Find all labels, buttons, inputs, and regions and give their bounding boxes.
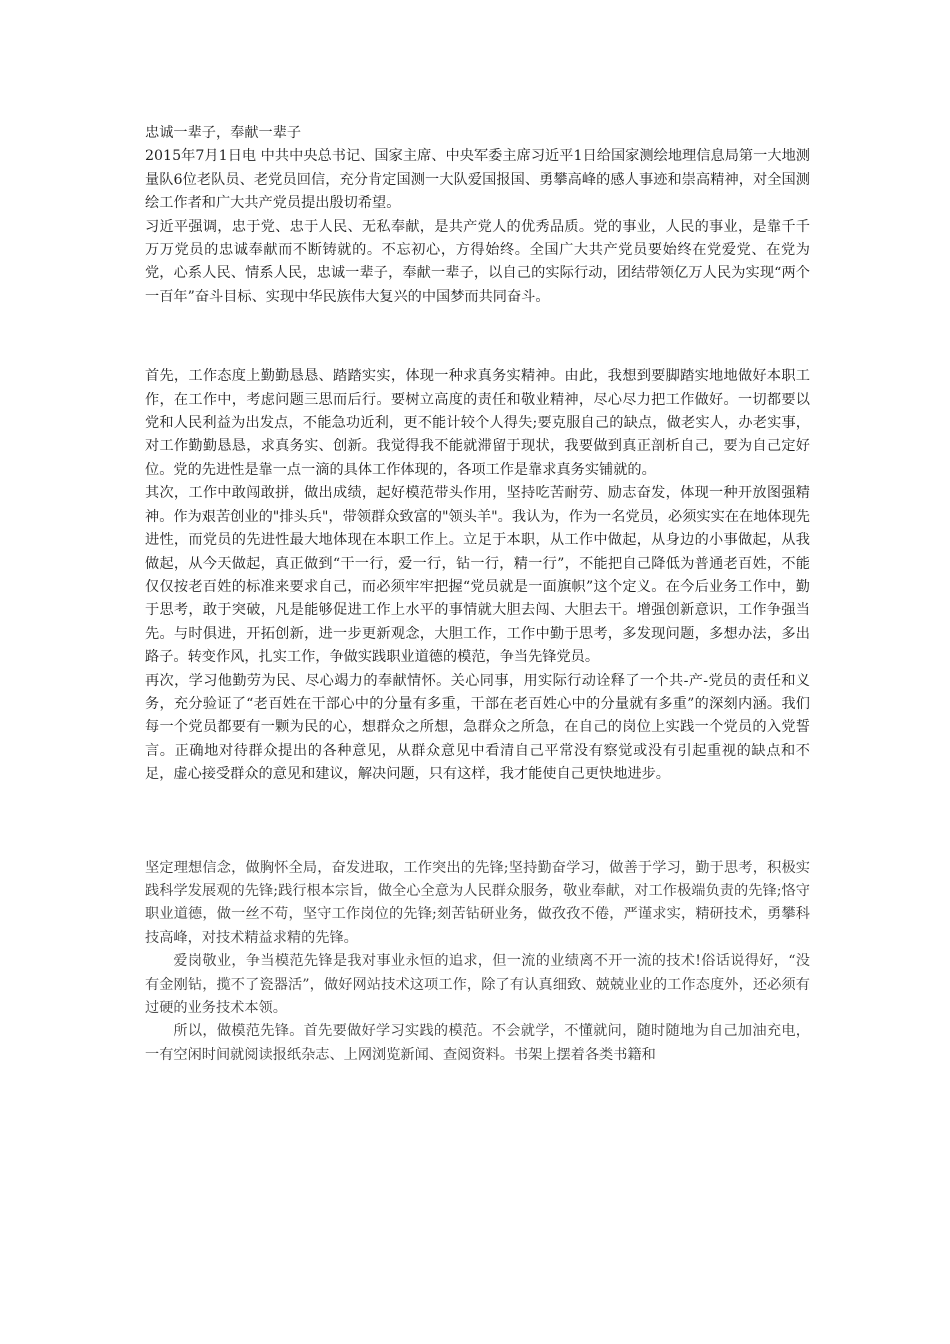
paragraph-dedication: 爱岗敬业，争当模范先锋是我对事业永恒的追求，但一流的业绩离不开一流的技术!俗话说得好，“没有金刚钻，揽不了瓷器活”，做好网站技术这项工作，除了有认真细致、兢兢业业的工作态度外，还必须有过硬的业务技术本领。 <box>145 953 810 1016</box>
paragraph-ideals: 坚定理想信念，做胸怀全局，奋发进取，工作突出的先锋;坚持勤奋学习，做善于学习，勤于思考，积极实践科学发展观的先锋;践行根本宗旨，做全心全意为人民群众服务，敬业奉献，对工作极端负责的先锋;恪守职业道德，做一丝不苟，坚守工作岗位的先锋;刻苦钻研业务，做孜孜不倦，严谨求实，精研技术，勇攀科技高峰，对技术精益求精的先锋。 <box>145 859 810 946</box>
document-page <box>145 120 810 1067</box>
section-spacer <box>145 787 810 857</box>
paragraph-model-pioneer: 所以，做模范先锋。首先要做好学习实践的模范。不会就学，不懂就问，随时随地为自己加油充电，一有空闲时间就阅读报纸杂志、上网浏览新闻、查阅资料。书架上摆着各类书籍和 <box>145 1023 810 1063</box>
paragraph-third: 再次，学习他勤劳为民、尽心竭力的奉献情怀。关心同事，用实际行动诠释了一个共-产-党员的责任和义务，充分验证了“老百姓在干部心中的分量有多重，干部在老百姓心中的分量就有多重”的深刻内涵。我们每一个党员都要有一颗为民的心，想群众之所想，急群众之所急，在自己的岗位上实践一个党员的入党誓言。正确地对待群众提出的各种意见，从群众意见中看清自己平常没有察觉或没有引起重视的缺点和不足，虚心接受群众的意见和建议，解决问题，只有这样，我才能使自己更快地进步。 <box>145 672 810 783</box>
paragraph-xi-emphasis: 习近平强调，忠于党、忠于人民、无私奉献，是共产党人的优秀品质。党的事业，人民的事业，是靠千千万万党员的忠诚奉献而不断铸就的。不忘初心，方得始终。全国广大共产党员要始终在党爱党、在党为党，心系人民、情系人民，忠诚一辈子，奉献一辈子，以自己的实际行动，团结带领亿万人民为实现“两个一百年”奋斗目标、实现中华民族伟大复兴的中国梦而共同奋斗。 <box>145 218 810 305</box>
section-spacer <box>145 309 810 365</box>
document-title: 忠诚一辈子，奉献一辈子 <box>145 125 302 141</box>
paragraph-second: 其次，工作中敢闯敢拼，做出成绩，起好模范带头作用，坚持吃苦耐劳、励志奋发，体现一种开放图强精神。作为艰苦创业的"排头兵"，带领群众致富的"领头羊"。我认为，作为一名党员，必须实实在在地体现先进性，而党员的先进性最大地体现在本职工作上。立足于本职，从工作中做起，从身边的小事做起，从我做起，从今天做起，真正做到“干一行，爱一行，钻一行，精一行”，不能把自己降低为普通老百姓，不能仅仅按老百姓的标准来要求自己，而必须牢牢把握“党员就是一面旗帜”这个定义。在今后业务工作中，勤于思考，敢于突破，凡是能够促进工作上水平的事情就大胆去闯、大胆去干。增强创新意识，工作争强当先。与时俱进，开拓创新，进一步更新观念，大胆工作，工作中勤于思考，多发现问题，多想办法，多出路子。转变作风，扎实工作，争做实践职业道德的模范，争当先锋党员。 <box>145 485 810 666</box>
paragraph-news-lead: 2015年7月1日电 中共中央总书记、国家主席、中央军委主席习近平1日给国家测绘地理信息局第一大地测量队6位老队员、老党员回信，充分肯定国测一大队爱国报国、勇攀高峰的感人事迹和崇高精神，对全国测绘工作者和广大共产党员提出殷切希望。 <box>145 148 810 212</box>
paragraph-first: 首先，工作态度上勤勤恳恳、踏踏实实，体现一种求真务实精神。由此，我想到要脚踏实地地做好本职工作，在工作中，考虑问题三思而后行。要树立高度的责任和敬业精神，尽心尽力把工作做好。一切都要以党和人民利益为出发点，不能急功近利，更不能计较个人得失;要克服自己的缺点，做老实人，办老实事，对工作勤勤恳恳，求真务实、创新。我觉得我不能就滞留于现状，我要做到真正剖析自己，要为自己定好位。党的先进性是靠一点一滴的具体工作体现的，各项工作是靠求真务实铺就的。 <box>145 368 810 478</box>
